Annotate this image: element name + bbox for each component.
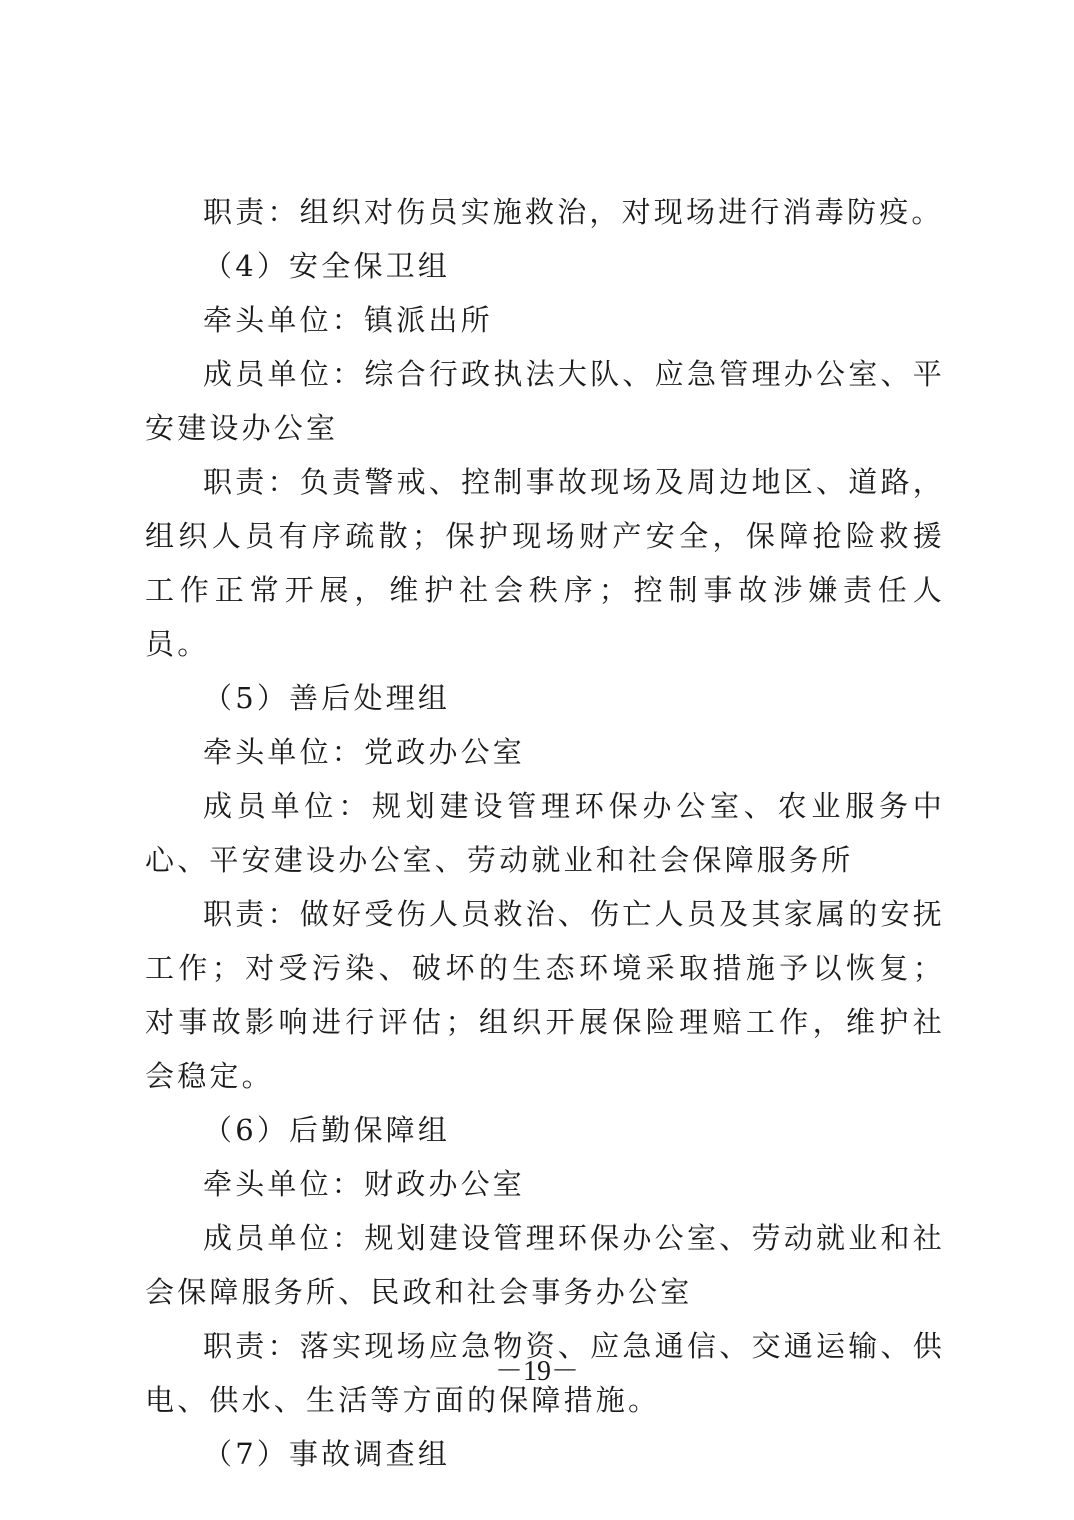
paragraph-aftermath-lead-unit: 牵头单位：党政办公室 — [203, 735, 526, 769]
paragraph-security-lead-unit: 牵头单位：镇派出所 — [203, 303, 493, 337]
paragraph-aftermath-member-units: 成员单位：规划建设管理环保办公室、农业服务中心、平安建设办公室、劳动就业和社会保障服务所 — [145, 789, 945, 877]
page-number: －19－ — [494, 1356, 579, 1387]
paragraph-logistics-lead-unit: 牵头单位：财政办公室 — [203, 1167, 526, 1201]
section-heading-security-group: （4）安全保卫组 — [203, 249, 451, 283]
paragraph-logistics-member-units: 成员单位：规划建设管理环保办公室、劳动就业和社会保障服务所、民政和社会事务办公室 — [145, 1221, 945, 1309]
paragraph-aftermath-duties: 职责：做好受伤人员救治、伤亡人员及其家属的安抚工作；对受污染、破坏的生态环境采取措施予以恢复；对事故影响进行评估；组织开展保险理赔工作，维护社会稳定。 — [145, 897, 945, 1093]
section-heading-logistics-group: （6）后勤保障组 — [203, 1113, 451, 1147]
paragraph-security-duties: 职责：负责警戒、控制事故现场及周边地区、道路，组织人员有序疏散；保护现场财产安全，保障抢险救援工作正常开展，维护社会秩序；控制事故涉嫌责任人员。 — [145, 465, 945, 661]
section-heading-aftermath-group: （5）善后处理组 — [203, 681, 451, 715]
paragraph-security-member-units: 成员单位：综合行政执法大队、应急管理办公室、平安建设办公室 — [145, 357, 945, 445]
paragraph-medical-duties: 职责：组织对伤员实施救治，对现场进行消毒防疫。 — [203, 195, 944, 229]
paragraph-logistics-duties: 职责：落实现场应急物资、应急通信、交通运输、供电、供水、生活等方面的保障措施。 — [145, 1329, 945, 1417]
document-body — [145, 185, 945, 1481]
section-heading-investigation-group: （7）事故调查组 — [203, 1437, 451, 1471]
